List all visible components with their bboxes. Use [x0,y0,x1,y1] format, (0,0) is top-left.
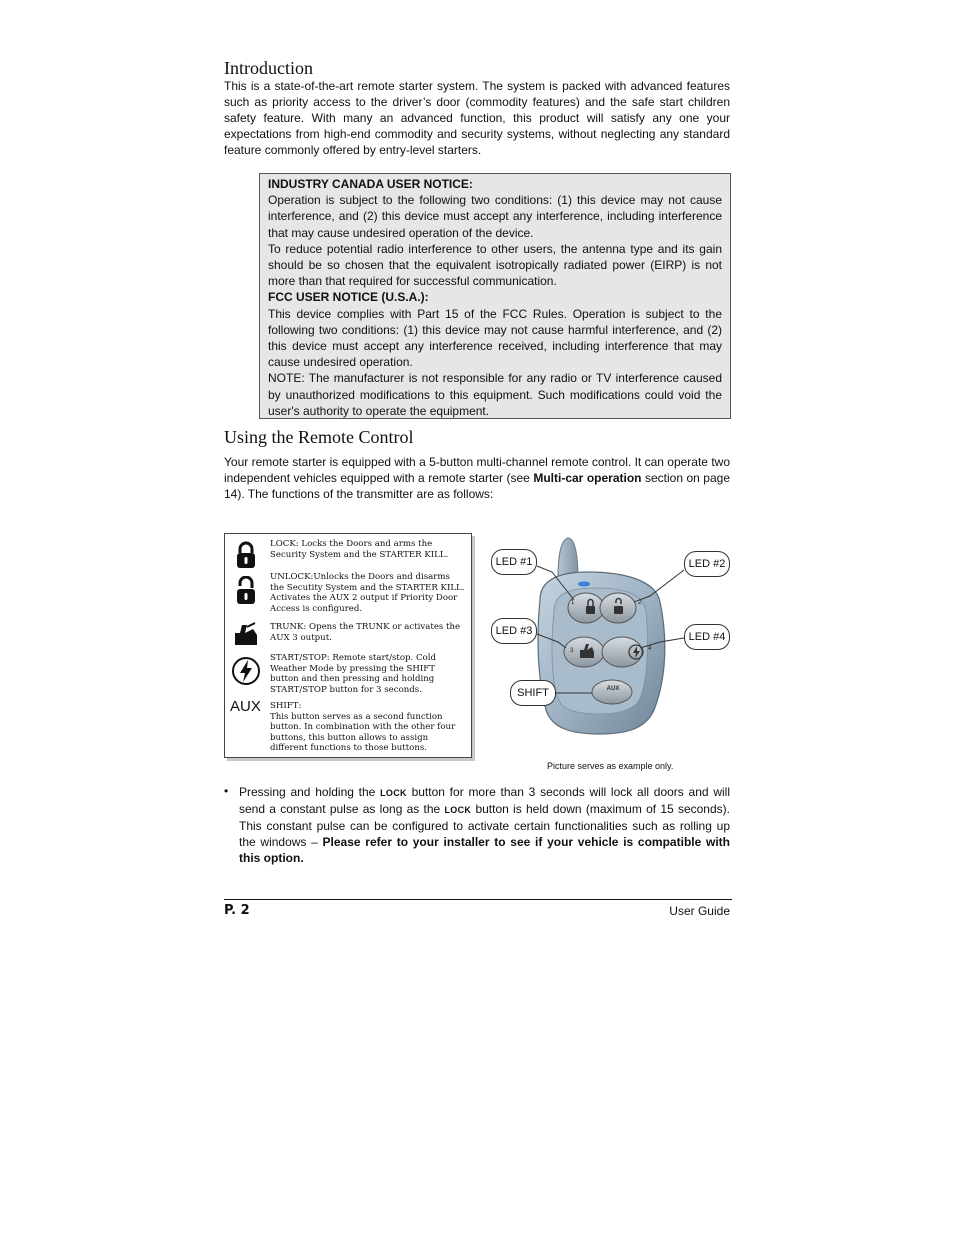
bullet-marker: • [224,784,229,798]
remote-body-a: Your remote starter is equipped with a 5-button multi-channel remote control. It can operate two independent vehicles equipped with a remote starter (see [224,455,730,485]
bullet-text-3: button is held down (maximum of 15 seconds). This constant pulse can be configured to activate certain functionalities such as rolling up the windows – [239,802,730,849]
button-number-3: 3 [570,648,574,654]
footer-title: User Guide [669,904,730,918]
ic-notice-heading: INDUSTRY CANADA USER NOTICE: [268,177,473,191]
bullet-text-2: button for more than 3 seconds will lock all doors and will send a constant pulse as long as the [239,785,730,816]
remote-body-b: section on page 14). The functions of the transmitter are as follows: [224,471,730,501]
lock-hold-bullet [239,784,730,866]
multi-car-operation-ref: Multi-car operation [533,471,642,485]
remote-transmitter-figure [488,530,732,738]
shift-description: This button serves as a second function button. In combination with the other four buttons, this button allows to assign different functions to those buttons. [270,711,456,754]
button-legend-box [224,533,472,758]
trunk-icon [231,619,261,649]
shift-label: SHIFT [270,701,299,711]
remote-section-heading: Using the Remote Control [224,427,414,447]
page-number: P. 2 [224,903,250,918]
lock-label: LOCK [270,539,296,549]
shift-callout: SHIFT [510,680,556,706]
trunk-description: : Opens the TRUNK or activates the AUX 3 output. [270,622,461,643]
ic-notice-text-2: To reduce potential radio interference to other users, the antenna type and its gain should be so chosen that the equivalent isotropically radiated power (EIRP) is not more than that required for successful communication. [268,241,722,289]
button-number-2: 2 [638,600,642,606]
fcc-notice-text-1: This device complies with Part 15 of the FCC Rules. Operation is subject to the following two conditions: (1) this device may not cause harmful interference, and (2) this device must accept any interference received, including interference that may cause undesired operation. [268,306,722,370]
lock-word-2: LOCK [444,805,472,815]
figure-caption: Picture serves as example only. [547,761,674,771]
legend-row-lock [225,538,473,570]
unlock-label: UNLOCK [270,572,311,582]
led-1-callout: LED #1 [491,549,537,575]
footer-rule [224,899,732,900]
aux-button-label: AUX [606,686,620,692]
legend-row-trunk [225,621,473,645]
led-4-callout: LED #4 [684,624,730,650]
intro-paragraph: This is a state-of-the-art remote starter system. The system is packed with advanced features such as priority access to the driver’s door (commodity features) and the safe start children safety feature. With many an advanced function, this product will satisfy any one your expectations from high-end commodity and security systems, without neglecting any standard feature commonly offered by entry-level starters. [224,79,730,157]
led-3-callout: LED #3 [491,618,537,644]
start-stop-label: START/STOP [270,653,327,663]
ic-notice-text-1: Operation is subject to the following two conditions: (1) this device may not cause interference, and (2) this device must accept any interference, including interference that may cause undesired operation of the device. [268,193,722,240]
fcc-notice-heading: FCC USER NOTICE (U.S.A.): [268,290,429,305]
lock-icon [231,540,261,570]
button-number-1: 1 [571,600,575,606]
bullet-bold-note: Please refer to your installer to see if your vehicle is compatible with this option. [239,835,730,865]
legend-row-start-stop [225,652,473,696]
intro-heading: Introduction [224,58,313,78]
button-number-4: 4 [648,646,652,652]
legend-row-aux-shift: AUX SHIFT: This button serves as a second function button. In combination with the other four buttons, this button allows to assign different functions to those buttons. [230,698,456,754]
legend-row-unlock [225,571,473,615]
led-2-callout: LED #2 [684,551,730,577]
unlock-icon [231,576,261,606]
trunk-label: TRUNK [270,622,304,632]
lock-word-1: LOCK [380,788,407,798]
bullet-text-1: Pressing and holding the [239,785,381,799]
unlock-description: :Unlocks the Doors and disarms the Secutity System and the STARTER KILL. Activates the AUX 2 output if Priority Door Access is configured. [270,572,465,614]
start-stop-description: : Remote start/stop. Cold Weather Mode by pressing the SHIFT button and then pressing and holding START/STOP button for 3 seconds. [270,653,436,695]
fcc-notice-text-2: NOTE: The manufacturer is not responsible for any radio or TV interference caused by unauthorized modifications to this equipment. Such modifications could void the user's authority to operate the equipment. [268,371,722,418]
aux-icon-label: AUX [230,698,261,715]
remote-section-paragraph [224,454,730,502]
lock-description: : Locks the Doors and arms the Security System and the STARTER KILL. [270,539,449,560]
lightning-bolt-icon [231,656,261,686]
regulatory-notice-box [259,173,731,419]
